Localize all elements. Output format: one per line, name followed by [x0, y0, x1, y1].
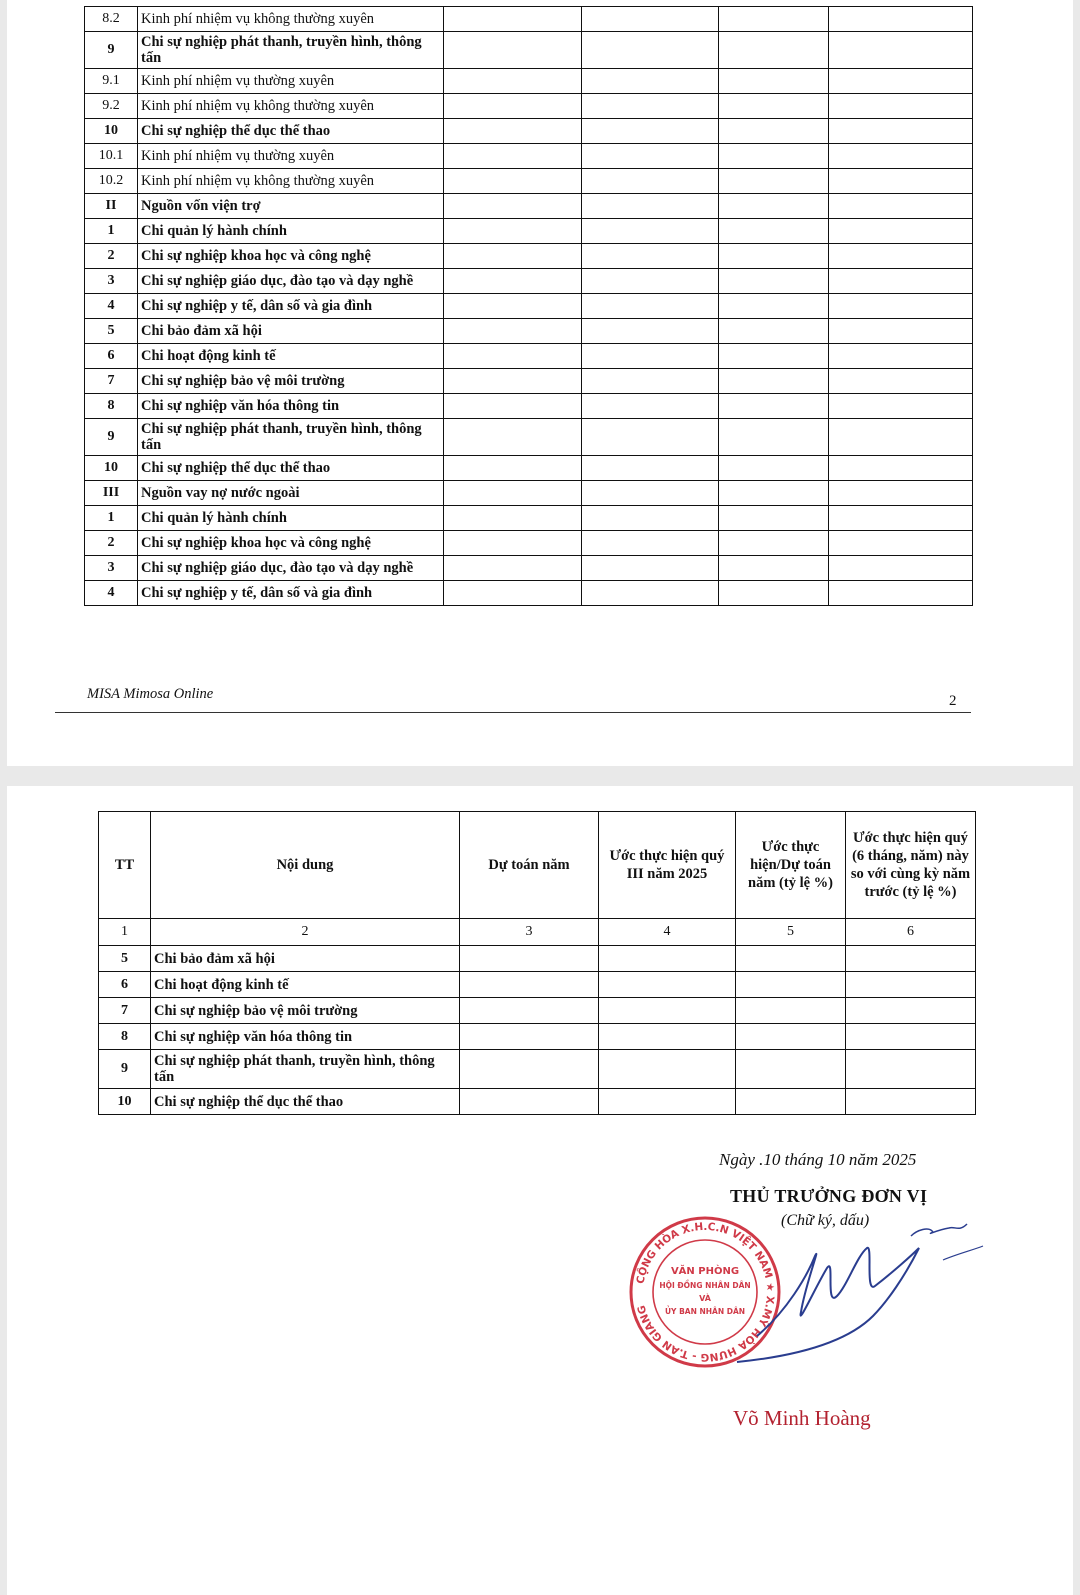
row-number: 10.2 [85, 169, 138, 194]
value-cell [582, 506, 719, 531]
value-cell [599, 998, 736, 1024]
value-cell [719, 344, 829, 369]
value-cell [444, 269, 582, 294]
row-number: 2 [85, 244, 138, 269]
table-row [85, 294, 973, 319]
value-cell [460, 998, 599, 1024]
row-content: Chi bảo đảm xã hội [138, 319, 444, 344]
value-cell [582, 556, 719, 581]
value-cell [829, 531, 973, 556]
value-cell [719, 32, 829, 69]
row-content: Kinh phí nhiệm vụ không thường xuyên [138, 169, 444, 194]
value-cell [582, 269, 719, 294]
column-index: 6 [846, 919, 976, 946]
value-cell [444, 194, 582, 219]
value-cell [444, 556, 582, 581]
budget-table-body [85, 7, 973, 606]
seal-ring-text: CỘNG HÒA X.H.C.N VIỆT NAM ★ X.MỸ HÒA HƯNG - T.AN GIANG [634, 1220, 777, 1364]
value-cell [719, 119, 829, 144]
row-content: Chi hoạt động kinh tế [151, 972, 460, 998]
row-content: Chi sự nghiệp khoa học và công nghệ [138, 244, 444, 269]
value-cell [582, 119, 719, 144]
value-cell [444, 144, 582, 169]
row-number: 6 [85, 344, 138, 369]
value-cell [846, 972, 976, 998]
value-cell [829, 219, 973, 244]
column-index-row [99, 919, 976, 946]
table-row [85, 7, 973, 32]
value-cell [719, 169, 829, 194]
row-number: 8.2 [85, 7, 138, 32]
value-cell [829, 294, 973, 319]
row-content: Chi sự nghiệp thể dục thể thao [138, 456, 444, 481]
page-number: 2 [949, 693, 957, 709]
value-cell [829, 394, 973, 419]
value-cell [444, 244, 582, 269]
value-cell [829, 456, 973, 481]
table-row [85, 481, 973, 506]
value-cell [846, 1050, 976, 1089]
document-page-2 [7, 786, 1073, 1595]
table-row [85, 531, 973, 556]
value-cell [582, 581, 719, 606]
value-cell [719, 294, 829, 319]
table-row [85, 244, 973, 269]
value-cell [444, 294, 582, 319]
value-cell [829, 506, 973, 531]
value-cell [829, 369, 973, 394]
value-cell [719, 319, 829, 344]
row-content: Chi sự nghiệp văn hóa thông tin [138, 394, 444, 419]
value-cell [719, 394, 829, 419]
budget-table-final [98, 811, 976, 1115]
value-cell [719, 419, 829, 456]
row-number: 8 [99, 1024, 151, 1050]
value-cell [719, 69, 829, 94]
row-number: 9 [99, 1050, 151, 1089]
value-cell [444, 456, 582, 481]
table-row [85, 94, 973, 119]
header-q3-estimate: Ước thực hiện quý III năm 2025 [599, 812, 736, 919]
value-cell [846, 1024, 976, 1050]
footer-divider [55, 712, 971, 713]
row-number: 2 [85, 531, 138, 556]
table-row [99, 972, 976, 998]
row-number: 10 [85, 456, 138, 481]
value-cell [719, 244, 829, 269]
table-row [85, 369, 973, 394]
value-cell [460, 946, 599, 972]
value-cell [829, 32, 973, 69]
row-number: III [85, 481, 138, 506]
row-number: 10 [99, 1089, 151, 1115]
value-cell [719, 369, 829, 394]
handwritten-signature [697, 1216, 997, 1366]
column-index: 4 [599, 919, 736, 946]
value-cell [829, 481, 973, 506]
row-content: Kinh phí nhiệm vụ thường xuyên [138, 69, 444, 94]
row-number: 10 [85, 119, 138, 144]
table-row [85, 194, 973, 219]
value-cell [719, 144, 829, 169]
row-content: Chi sự nghiệp phát thanh, truyền hình, thông tấn [138, 419, 444, 456]
value-cell [829, 319, 973, 344]
row-number: 5 [99, 946, 151, 972]
column-index: 3 [460, 919, 599, 946]
value-cell [736, 972, 846, 998]
value-cell [599, 1050, 736, 1089]
row-content: Kinh phí nhiệm vụ không thường xuyên [138, 7, 444, 32]
value-cell [582, 319, 719, 344]
value-cell [582, 219, 719, 244]
value-cell [829, 344, 973, 369]
table-row [85, 319, 973, 344]
budget-table-continued [84, 6, 973, 606]
value-cell [599, 972, 736, 998]
row-content: Nguồn vay nợ nước ngoài [138, 481, 444, 506]
row-number: 6 [99, 972, 151, 998]
value-cell [582, 7, 719, 32]
value-cell [444, 581, 582, 606]
value-cell [719, 581, 829, 606]
value-cell [719, 456, 829, 481]
row-content: Chi sự nghiệp phát thanh, truyền hình, thông tấn [138, 32, 444, 69]
value-cell [829, 269, 973, 294]
table-header-row [99, 812, 976, 919]
value-cell [444, 169, 582, 194]
table-row [85, 394, 973, 419]
table-row [85, 344, 973, 369]
row-number: 7 [99, 998, 151, 1024]
value-cell [444, 7, 582, 32]
row-number: 10.1 [85, 144, 138, 169]
header-content: Nội dung [151, 812, 460, 919]
value-cell [829, 7, 973, 32]
table-row [85, 32, 973, 69]
table-row [85, 419, 973, 456]
header-estimate-vs-budget: Ước thực hiện/Dự toán năm (tỷ lệ %) [736, 812, 846, 919]
value-cell [582, 194, 719, 219]
value-cell [719, 94, 829, 119]
header-tt: TT [99, 812, 151, 919]
row-number: 8 [85, 394, 138, 419]
table-row [85, 269, 973, 294]
row-content: Chi sự nghiệp bảo vệ môi trường [151, 998, 460, 1024]
column-index: 2 [151, 919, 460, 946]
row-content: Chi sự nghiệp thể dục thể thao [138, 119, 444, 144]
row-content: Chi sự nghiệp y tế, dân số và gia đình [138, 294, 444, 319]
value-cell [829, 581, 973, 606]
value-cell [829, 119, 973, 144]
value-cell [582, 531, 719, 556]
value-cell [460, 1050, 599, 1089]
signing-date: Ngày .10 tháng 10 năm 2025 [719, 1150, 917, 1169]
value-cell [444, 69, 582, 94]
table-row [85, 219, 973, 244]
value-cell [719, 219, 829, 244]
value-cell [846, 1089, 976, 1115]
signer-name: Võ Minh Hoàng [733, 1406, 871, 1430]
row-number: 9.2 [85, 94, 138, 119]
value-cell [829, 69, 973, 94]
row-number: 5 [85, 319, 138, 344]
table-row [99, 998, 976, 1024]
header-year-over-year: Ước thực hiện quý (6 tháng, năm) này so với cùng kỳ năm trước (tỷ lệ %) [846, 812, 976, 919]
signer-note: (Chữ ký, dấu) [781, 1212, 870, 1229]
value-cell [582, 419, 719, 456]
row-number: 9 [85, 419, 138, 456]
value-cell [582, 294, 719, 319]
table-row [85, 581, 973, 606]
value-cell [736, 946, 846, 972]
seal-line-2: HỘI ĐỒNG NHÂN DÂN [659, 1281, 751, 1290]
value-cell [460, 1089, 599, 1115]
value-cell [582, 144, 719, 169]
row-number: 1 [85, 219, 138, 244]
value-cell [719, 481, 829, 506]
value-cell [719, 194, 829, 219]
value-cell [719, 7, 829, 32]
row-number: 9 [85, 32, 138, 69]
row-number: 1 [85, 506, 138, 531]
value-cell [582, 394, 719, 419]
row-content: Chi sự nghiệp văn hóa thông tin [151, 1024, 460, 1050]
row-content: Chi sự nghiệp giáo dục, đào tạo và dạy nghề [138, 269, 444, 294]
value-cell [846, 998, 976, 1024]
table-row [85, 119, 973, 144]
value-cell [444, 119, 582, 144]
value-cell [582, 169, 719, 194]
value-cell [582, 244, 719, 269]
row-number: II [85, 194, 138, 219]
seal-line-4: ỦY BAN NHÂN DÂN [664, 1307, 746, 1316]
row-content: Nguồn vốn viện trợ [138, 194, 444, 219]
seal-line-3: VÀ [699, 1294, 711, 1303]
row-number: 9.1 [85, 69, 138, 94]
row-content: Chi hoạt động kinh tế [138, 344, 444, 369]
value-cell [582, 456, 719, 481]
value-cell [444, 319, 582, 344]
value-cell [599, 1024, 736, 1050]
row-number: 4 [85, 581, 138, 606]
row-number: 4 [85, 294, 138, 319]
value-cell [829, 194, 973, 219]
seal-line-1: VĂN PHÒNG [670, 1266, 740, 1277]
value-cell [582, 344, 719, 369]
value-cell [444, 219, 582, 244]
row-number: 3 [85, 556, 138, 581]
value-cell [582, 481, 719, 506]
table-row [85, 69, 973, 94]
table-row [99, 1024, 976, 1050]
value-cell [444, 94, 582, 119]
value-cell [444, 506, 582, 531]
value-cell [444, 369, 582, 394]
row-content: Kinh phí nhiệm vụ thường xuyên [138, 144, 444, 169]
row-content: Chi sự nghiệp y tế, dân số và gia đình [138, 581, 444, 606]
value-cell [460, 972, 599, 998]
value-cell [719, 506, 829, 531]
row-number: 3 [85, 269, 138, 294]
value-cell [719, 556, 829, 581]
value-cell [582, 32, 719, 69]
value-cell [599, 946, 736, 972]
value-cell [582, 69, 719, 94]
value-cell [599, 1089, 736, 1115]
table-row [85, 556, 973, 581]
table-row [85, 169, 973, 194]
value-cell [829, 556, 973, 581]
table-row [99, 946, 976, 972]
row-content: Chi sự nghiệp giáo dục, đào tạo và dạy nghề [138, 556, 444, 581]
document-page-1 [7, 0, 1073, 766]
value-cell [719, 531, 829, 556]
signer-title: THỦ TRƯỞNG ĐƠN VỊ [730, 1186, 928, 1206]
header-annual-budget: Dự toán năm [460, 812, 599, 919]
row-number: 7 [85, 369, 138, 394]
column-index: 5 [736, 919, 846, 946]
value-cell [829, 244, 973, 269]
table-row [99, 1050, 976, 1089]
value-cell [444, 32, 582, 69]
row-content: Chi sự nghiệp phát thanh, truyền hình, thông tấn [151, 1050, 460, 1089]
budget-table-final-body [99, 812, 976, 1115]
row-content: Chi quản lý hành chính [138, 219, 444, 244]
value-cell [582, 94, 719, 119]
row-content: Chi quản lý hành chính [138, 506, 444, 531]
value-cell [829, 419, 973, 456]
value-cell [582, 369, 719, 394]
value-cell [444, 419, 582, 456]
value-cell [736, 1024, 846, 1050]
value-cell [846, 946, 976, 972]
row-content: Chi bảo đảm xã hội [151, 946, 460, 972]
table-row [85, 506, 973, 531]
value-cell [444, 394, 582, 419]
row-content: Chi sự nghiệp bảo vệ môi trường [138, 369, 444, 394]
row-content: Chi sự nghiệp khoa học và công nghệ [138, 531, 444, 556]
value-cell [444, 344, 582, 369]
value-cell [736, 998, 846, 1024]
table-row [85, 456, 973, 481]
table-row [85, 144, 973, 169]
value-cell [719, 269, 829, 294]
value-cell [444, 481, 582, 506]
row-content: Chi sự nghiệp thể dục thể thao [151, 1089, 460, 1115]
column-index: 1 [99, 919, 151, 946]
value-cell [736, 1089, 846, 1115]
row-content: Kinh phí nhiệm vụ không thường xuyên [138, 94, 444, 119]
value-cell [444, 531, 582, 556]
table-row [99, 1089, 976, 1115]
value-cell [829, 144, 973, 169]
software-footer: MISA Mimosa Online [87, 686, 214, 702]
value-cell [829, 94, 973, 119]
value-cell [829, 169, 973, 194]
value-cell [460, 1024, 599, 1050]
value-cell [736, 1050, 846, 1089]
